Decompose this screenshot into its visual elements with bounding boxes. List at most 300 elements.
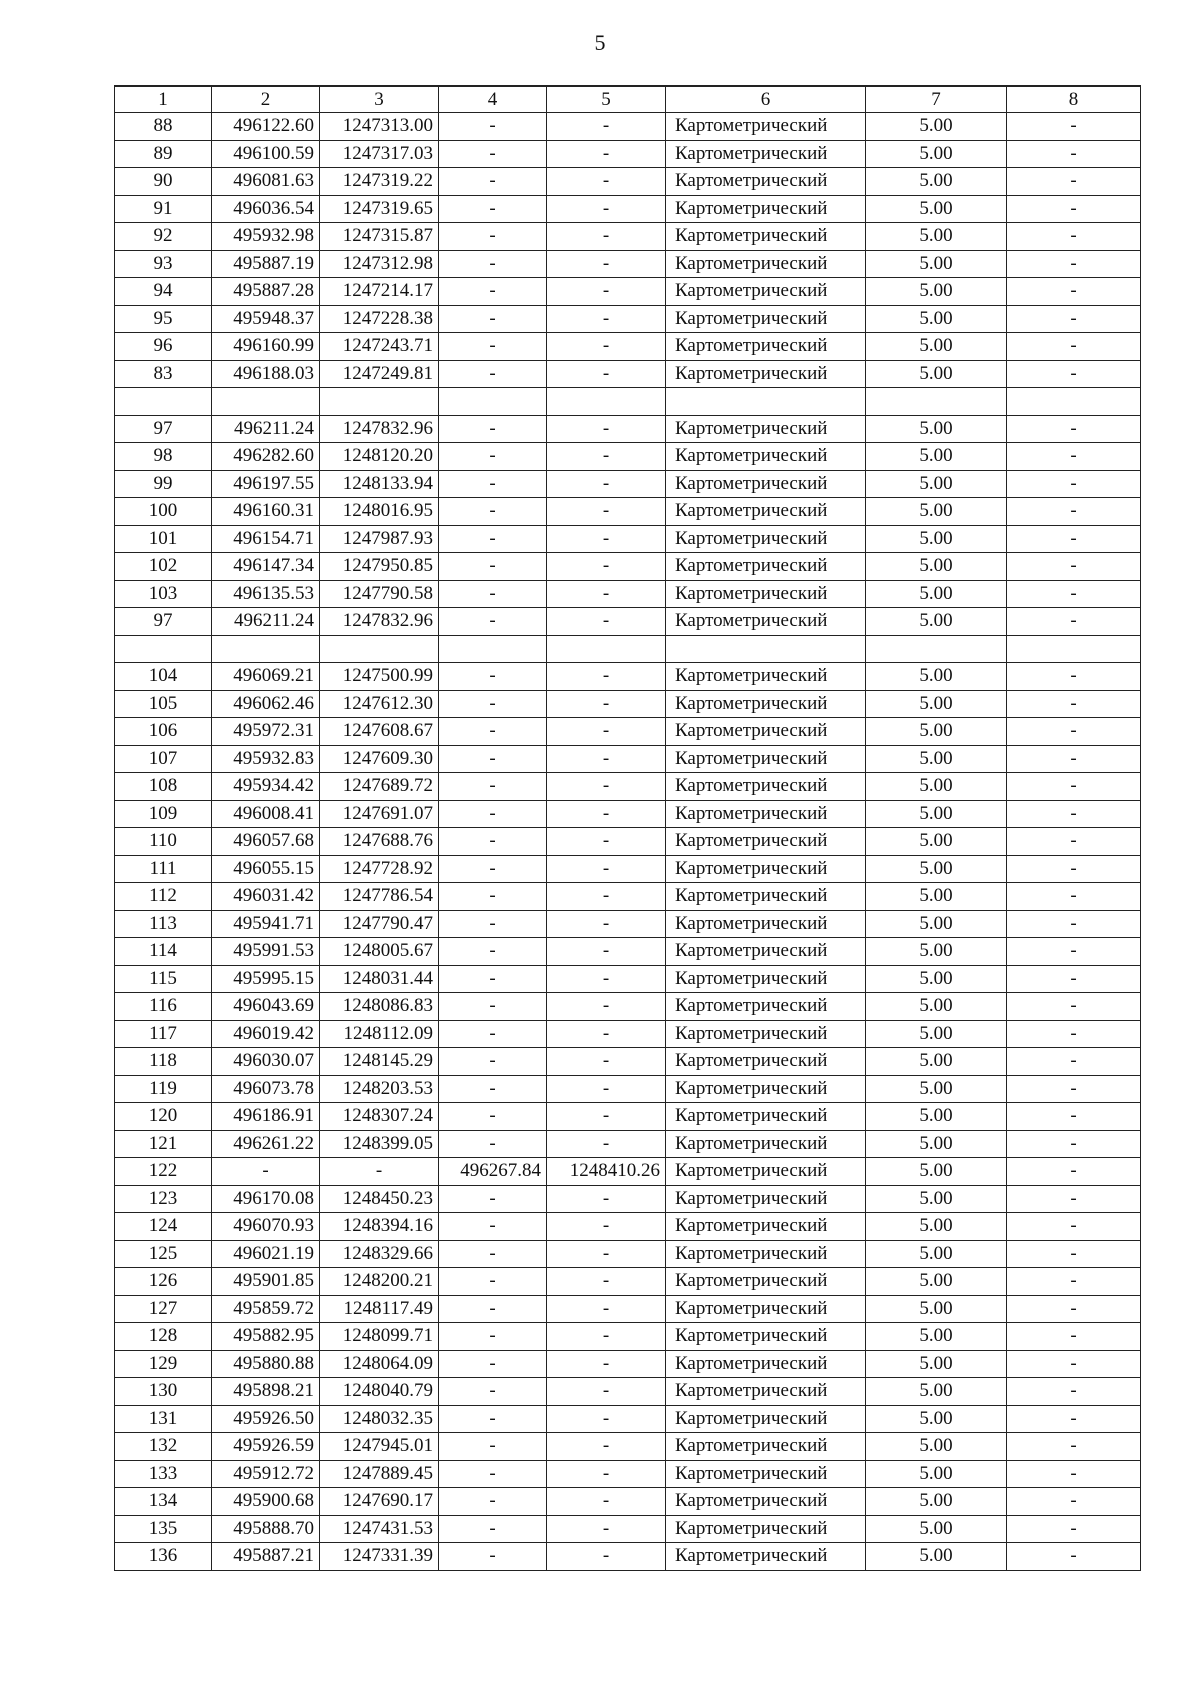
table-cell: 5.00 — [866, 1543, 1007, 1571]
table-row — [115, 1460, 1141, 1488]
table-cell: 5.00 — [866, 800, 1007, 828]
table-cell: 97 — [115, 608, 212, 636]
table-cell: 1248031.44 — [320, 965, 439, 993]
table-cell: 5.00 — [866, 1515, 1007, 1543]
table-row — [115, 1268, 1141, 1296]
table-cell: 496062.46 — [212, 690, 320, 718]
table-cell: 496030.07 — [212, 1048, 320, 1076]
table-cell: Картометрический — [666, 718, 866, 746]
table-cell: 5.00 — [866, 773, 1007, 801]
table-row — [115, 415, 1141, 443]
table-cell: 5.00 — [866, 1103, 1007, 1131]
table-cell: 495972.31 — [212, 718, 320, 746]
table-cell: - — [439, 415, 547, 443]
table-cell: 92 — [115, 223, 212, 251]
table-cell: 1247431.53 — [320, 1515, 439, 1543]
table-cell: Картометрический — [666, 1268, 866, 1296]
table-row — [115, 608, 1141, 636]
table-cell: 5.00 — [866, 580, 1007, 608]
table-cell: 5.00 — [866, 498, 1007, 526]
table-cell: - — [547, 883, 666, 911]
table-cell: - — [1007, 1350, 1141, 1378]
column-header: 1 — [115, 86, 212, 113]
table-cell: 5.00 — [866, 168, 1007, 196]
table-cell: - — [439, 663, 547, 691]
table-cell: - — [439, 883, 547, 911]
table-cell: 5.00 — [866, 828, 1007, 856]
table-cell: 5.00 — [866, 1240, 1007, 1268]
table-cell: Картометрический — [666, 938, 866, 966]
table-cell: Картометрический — [666, 278, 866, 306]
table-cell: - — [1007, 993, 1141, 1021]
table-cell: 496197.55 — [212, 470, 320, 498]
table-cell: - — [547, 1185, 666, 1213]
table-row — [115, 443, 1141, 471]
table-cell: 1247689.72 — [320, 773, 439, 801]
table-row — [115, 250, 1141, 278]
table-cell: Картометрический — [666, 1515, 866, 1543]
table-cell: 1247728.92 — [320, 855, 439, 883]
table-cell: - — [547, 1130, 666, 1158]
table-cell: - — [439, 553, 547, 581]
table-cell: 112 — [115, 883, 212, 911]
table-cell: - — [439, 470, 547, 498]
table-cell: 496019.42 — [212, 1020, 320, 1048]
coordinates-table — [114, 85, 1141, 1571]
table-cell: 100 — [115, 498, 212, 526]
table-cell: - — [547, 1405, 666, 1433]
table-cell: 105 — [115, 690, 212, 718]
table-cell: 106 — [115, 718, 212, 746]
table-cell: 134 — [115, 1488, 212, 1516]
table-cell: - — [547, 1240, 666, 1268]
table-cell — [320, 388, 439, 416]
table-cell — [1007, 388, 1141, 416]
table-cell: - — [1007, 278, 1141, 306]
table-cell: 495934.42 — [212, 773, 320, 801]
table-cell: - — [439, 223, 547, 251]
table-cell: - — [439, 1048, 547, 1076]
table-cell: - — [1007, 415, 1141, 443]
table-cell: 121 — [115, 1130, 212, 1158]
table-cell: 496008.41 — [212, 800, 320, 828]
table-row — [115, 305, 1141, 333]
table-cell: 496036.54 — [212, 195, 320, 223]
table-cell: - — [547, 718, 666, 746]
table-cell: 1247312.98 — [320, 250, 439, 278]
table-cell: 117 — [115, 1020, 212, 1048]
table-cell: 5.00 — [866, 1185, 1007, 1213]
table-cell: 1248112.09 — [320, 1020, 439, 1048]
table-cell: 130 — [115, 1378, 212, 1406]
table-cell: 122 — [115, 1158, 212, 1186]
table-cell: 495926.50 — [212, 1405, 320, 1433]
table-row — [115, 993, 1141, 1021]
table-cell: - — [1007, 1048, 1141, 1076]
table-cell: 495887.28 — [212, 278, 320, 306]
table-cell: 495887.19 — [212, 250, 320, 278]
table-cell: Картометрический — [666, 333, 866, 361]
table-cell: 1247319.22 — [320, 168, 439, 196]
table-cell: - — [1007, 1378, 1141, 1406]
table-cell: 5.00 — [866, 1460, 1007, 1488]
table-cell: - — [1007, 1130, 1141, 1158]
table-cell: 5.00 — [866, 608, 1007, 636]
table-cell: Картометрический — [666, 855, 866, 883]
table-cell: 496211.24 — [212, 415, 320, 443]
table-cell: Картометрический — [666, 745, 866, 773]
table-cell: Картометрический — [666, 1240, 866, 1268]
table-cell: 1248120.20 — [320, 443, 439, 471]
table-cell: 1247608.67 — [320, 718, 439, 746]
table-cell: - — [547, 113, 666, 141]
table-cell: 1247832.96 — [320, 415, 439, 443]
table-cell: Картометрический — [666, 168, 866, 196]
table-cell: Картометрический — [666, 1048, 866, 1076]
table-cell: Картометрический — [666, 1103, 866, 1131]
table-cell: - — [1007, 800, 1141, 828]
table-cell: 5.00 — [866, 883, 1007, 911]
table-cell: 495912.72 — [212, 1460, 320, 1488]
table-row — [115, 388, 1141, 416]
table-cell: 1248086.83 — [320, 993, 439, 1021]
table-cell: 5.00 — [866, 305, 1007, 333]
table-cell: 495926.59 — [212, 1433, 320, 1461]
table-cell: - — [547, 745, 666, 773]
table-cell: - — [439, 1075, 547, 1103]
table-body — [115, 113, 1141, 1571]
table-cell: - — [1007, 113, 1141, 141]
table-cell: - — [439, 580, 547, 608]
table-row — [115, 1350, 1141, 1378]
table-cell: - — [1007, 1488, 1141, 1516]
table-cell: - — [439, 1515, 547, 1543]
table-row — [115, 1158, 1141, 1186]
table-cell: 5.00 — [866, 1075, 1007, 1103]
table-cell: 495882.95 — [212, 1323, 320, 1351]
table-cell: 496261.22 — [212, 1130, 320, 1158]
table-cell: 1247790.58 — [320, 580, 439, 608]
table-cell: Картометрический — [666, 195, 866, 223]
table-cell: 5.00 — [866, 1488, 1007, 1516]
table-row — [115, 1405, 1141, 1433]
table-cell: 1247331.39 — [320, 1543, 439, 1571]
table-cell: 496160.31 — [212, 498, 320, 526]
table-cell: 1248040.79 — [320, 1378, 439, 1406]
table-cell: - — [439, 1488, 547, 1516]
table-cell: - — [547, 855, 666, 883]
table-cell: - — [547, 305, 666, 333]
table-cell — [115, 388, 212, 416]
table-cell: - — [547, 360, 666, 388]
table-cell: 98 — [115, 443, 212, 471]
table-cell: 126 — [115, 1268, 212, 1296]
table-cell: - — [547, 333, 666, 361]
table-cell: 114 — [115, 938, 212, 966]
table-cell: - — [439, 525, 547, 553]
table-row — [115, 1323, 1141, 1351]
table-cell: 496154.71 — [212, 525, 320, 553]
table-cell: - — [1007, 1103, 1141, 1131]
table-cell: Картометрический — [666, 360, 866, 388]
table-cell: - — [439, 1323, 547, 1351]
table-cell: - — [439, 608, 547, 636]
table-cell: - — [547, 470, 666, 498]
table-cell: 1247243.71 — [320, 333, 439, 361]
table-cell: - — [547, 910, 666, 938]
table-cell: Картометрический — [666, 965, 866, 993]
table-cell: - — [547, 1213, 666, 1241]
table-cell: - — [1007, 1323, 1141, 1351]
table-cell: 496073.78 — [212, 1075, 320, 1103]
table-cell: 496211.24 — [212, 608, 320, 636]
table-cell: Картометрический — [666, 140, 866, 168]
table-cell: - — [547, 580, 666, 608]
table-cell: 111 — [115, 855, 212, 883]
table-cell: - — [439, 745, 547, 773]
table-cell: Картометрический — [666, 1075, 866, 1103]
table-cell — [547, 388, 666, 416]
table-cell: 1247500.99 — [320, 663, 439, 691]
table-cell: - — [439, 305, 547, 333]
table-cell: 115 — [115, 965, 212, 993]
table-cell — [547, 635, 666, 663]
table-cell: 1248099.71 — [320, 1323, 439, 1351]
table-row — [115, 1543, 1141, 1571]
table-cell: - — [1007, 883, 1141, 911]
table-cell: 1247315.87 — [320, 223, 439, 251]
table-row — [115, 1130, 1141, 1158]
table-row — [115, 965, 1141, 993]
table-cell: 95 — [115, 305, 212, 333]
table-cell: 88 — [115, 113, 212, 141]
table-cell: - — [439, 965, 547, 993]
table-cell: - — [1007, 663, 1141, 691]
table-cell: - — [1007, 910, 1141, 938]
table-row — [115, 360, 1141, 388]
table-cell: 90 — [115, 168, 212, 196]
table-cell: - — [547, 1103, 666, 1131]
table-cell: - — [1007, 443, 1141, 471]
table-row — [115, 690, 1141, 718]
table-cell: Картометрический — [666, 498, 866, 526]
table-cell: 108 — [115, 773, 212, 801]
table-cell: - — [547, 223, 666, 251]
table-cell: 495932.98 — [212, 223, 320, 251]
table-cell: 1247945.01 — [320, 1433, 439, 1461]
table-cell: - — [439, 1020, 547, 1048]
table-cell: 5.00 — [866, 443, 1007, 471]
table-cell: - — [1007, 1268, 1141, 1296]
table-cell: 97 — [115, 415, 212, 443]
table-cell: - — [1007, 1543, 1141, 1571]
table-cell: - — [547, 938, 666, 966]
table-cell: - — [439, 498, 547, 526]
table-cell: - — [1007, 1295, 1141, 1323]
table-cell: Картометрический — [666, 580, 866, 608]
table-cell: 496122.60 — [212, 113, 320, 141]
table-cell: Картометрический — [666, 1020, 866, 1048]
table-cell — [115, 635, 212, 663]
table-cell: - — [439, 140, 547, 168]
table-cell: - — [439, 1103, 547, 1131]
table-cell: Картометрический — [666, 800, 866, 828]
table-cell: - — [439, 910, 547, 938]
table-cell: - — [320, 1158, 439, 1186]
table-cell: 496055.15 — [212, 855, 320, 883]
header-row — [115, 86, 1141, 113]
table-cell: - — [1007, 690, 1141, 718]
table-row — [115, 113, 1141, 141]
table-cell: - — [547, 1020, 666, 1048]
table-cell: 5.00 — [866, 855, 1007, 883]
table-cell: Картометрический — [666, 910, 866, 938]
table-cell: 495859.72 — [212, 1295, 320, 1323]
table-cell: - — [547, 1075, 666, 1103]
column-header: 3 — [320, 86, 439, 113]
table-cell: - — [1007, 965, 1141, 993]
table-cell: 127 — [115, 1295, 212, 1323]
table-cell: 5.00 — [866, 993, 1007, 1021]
table-cell: 1247688.76 — [320, 828, 439, 856]
table-row — [115, 223, 1141, 251]
table-cell: 496135.53 — [212, 580, 320, 608]
table-cell: 1247609.30 — [320, 745, 439, 773]
table-cell: - — [1007, 1240, 1141, 1268]
table-cell: Картометрический — [666, 1433, 866, 1461]
table-cell: - — [1007, 553, 1141, 581]
table-cell: 91 — [115, 195, 212, 223]
table-cell: Картометрический — [666, 663, 866, 691]
table-row — [115, 168, 1141, 196]
table-cell: - — [1007, 168, 1141, 196]
table-cell: - — [212, 1158, 320, 1186]
table-cell: - — [547, 1378, 666, 1406]
table-cell: - — [1007, 140, 1141, 168]
table-cell: 496070.93 — [212, 1213, 320, 1241]
table-cell: - — [439, 773, 547, 801]
table-cell: 496057.68 — [212, 828, 320, 856]
table-cell: 495880.88 — [212, 1350, 320, 1378]
table-cell: Картометрический — [666, 305, 866, 333]
table-cell: 1247950.85 — [320, 553, 439, 581]
table-cell: - — [547, 1323, 666, 1351]
table-cell: - — [439, 278, 547, 306]
table-cell: - — [1007, 1185, 1141, 1213]
table-row — [115, 773, 1141, 801]
column-header: 6 — [666, 86, 866, 113]
table-cell: 5.00 — [866, 1213, 1007, 1241]
table-cell: - — [439, 1350, 547, 1378]
table-cell: 110 — [115, 828, 212, 856]
table-cell: - — [547, 168, 666, 196]
table-cell: 1248450.23 — [320, 1185, 439, 1213]
table-cell: Картометрический — [666, 690, 866, 718]
column-header: 7 — [866, 86, 1007, 113]
table-row — [115, 1185, 1141, 1213]
table-cell: 129 — [115, 1350, 212, 1378]
table-cell: - — [1007, 1020, 1141, 1048]
table-cell: 1248203.53 — [320, 1075, 439, 1103]
table-cell: - — [547, 993, 666, 1021]
table-cell: - — [547, 800, 666, 828]
table-row — [115, 1488, 1141, 1516]
table-cell: - — [547, 140, 666, 168]
table-cell: 94 — [115, 278, 212, 306]
table-cell: - — [1007, 305, 1141, 333]
table-row — [115, 910, 1141, 938]
table-cell: 136 — [115, 1543, 212, 1571]
table-cell — [866, 635, 1007, 663]
table-cell: 5.00 — [866, 470, 1007, 498]
table-cell: - — [439, 1543, 547, 1571]
table-cell: 5.00 — [866, 1378, 1007, 1406]
table-cell: - — [439, 1185, 547, 1213]
table-cell: 5.00 — [866, 1433, 1007, 1461]
table-row — [115, 195, 1141, 223]
table-cell: 1248399.05 — [320, 1130, 439, 1158]
table-cell: Картометрический — [666, 113, 866, 141]
table-cell: 495941.71 — [212, 910, 320, 938]
table-cell: Картометрический — [666, 1323, 866, 1351]
table-cell: - — [1007, 1075, 1141, 1103]
table-cell: 1247790.47 — [320, 910, 439, 938]
table-cell: 5.00 — [866, 1268, 1007, 1296]
table-cell: 131 — [115, 1405, 212, 1433]
table-row — [115, 1103, 1141, 1131]
table-cell: 1247317.03 — [320, 140, 439, 168]
table-cell: 1247313.00 — [320, 113, 439, 141]
table-row — [115, 1433, 1141, 1461]
table-row — [115, 333, 1141, 361]
table-cell: 1248016.95 — [320, 498, 439, 526]
table-cell: 5.00 — [866, 690, 1007, 718]
table-cell: 5.00 — [866, 1323, 1007, 1351]
table-cell: 496186.91 — [212, 1103, 320, 1131]
table-cell: 128 — [115, 1323, 212, 1351]
table-cell: - — [547, 828, 666, 856]
table-cell: - — [439, 168, 547, 196]
table-cell: Картометрический — [666, 1130, 866, 1158]
table-cell: - — [439, 1240, 547, 1268]
table-row — [115, 498, 1141, 526]
table-cell: - — [439, 1405, 547, 1433]
table-cell: 5.00 — [866, 113, 1007, 141]
table-cell: Картометрический — [666, 1460, 866, 1488]
table-cell: 495991.53 — [212, 938, 320, 966]
table-cell: 1247228.38 — [320, 305, 439, 333]
table-cell: 120 — [115, 1103, 212, 1131]
table-cell: Картометрический — [666, 1488, 866, 1516]
table-cell: 1247987.93 — [320, 525, 439, 553]
table-row — [115, 1378, 1141, 1406]
table-cell: 5.00 — [866, 663, 1007, 691]
table-cell: 495948.37 — [212, 305, 320, 333]
table-cell: 496021.19 — [212, 1240, 320, 1268]
table-cell: - — [439, 1295, 547, 1323]
table-cell: - — [1007, 1158, 1141, 1186]
table-cell: 5.00 — [866, 1350, 1007, 1378]
table-cell: - — [1007, 1515, 1141, 1543]
table-row — [115, 140, 1141, 168]
table-row — [115, 883, 1141, 911]
table-cell: 5.00 — [866, 910, 1007, 938]
table-cell: Картометрический — [666, 553, 866, 581]
table-row — [115, 553, 1141, 581]
table-cell: 102 — [115, 553, 212, 581]
table-cell: - — [1007, 580, 1141, 608]
table-cell: 1248032.35 — [320, 1405, 439, 1433]
